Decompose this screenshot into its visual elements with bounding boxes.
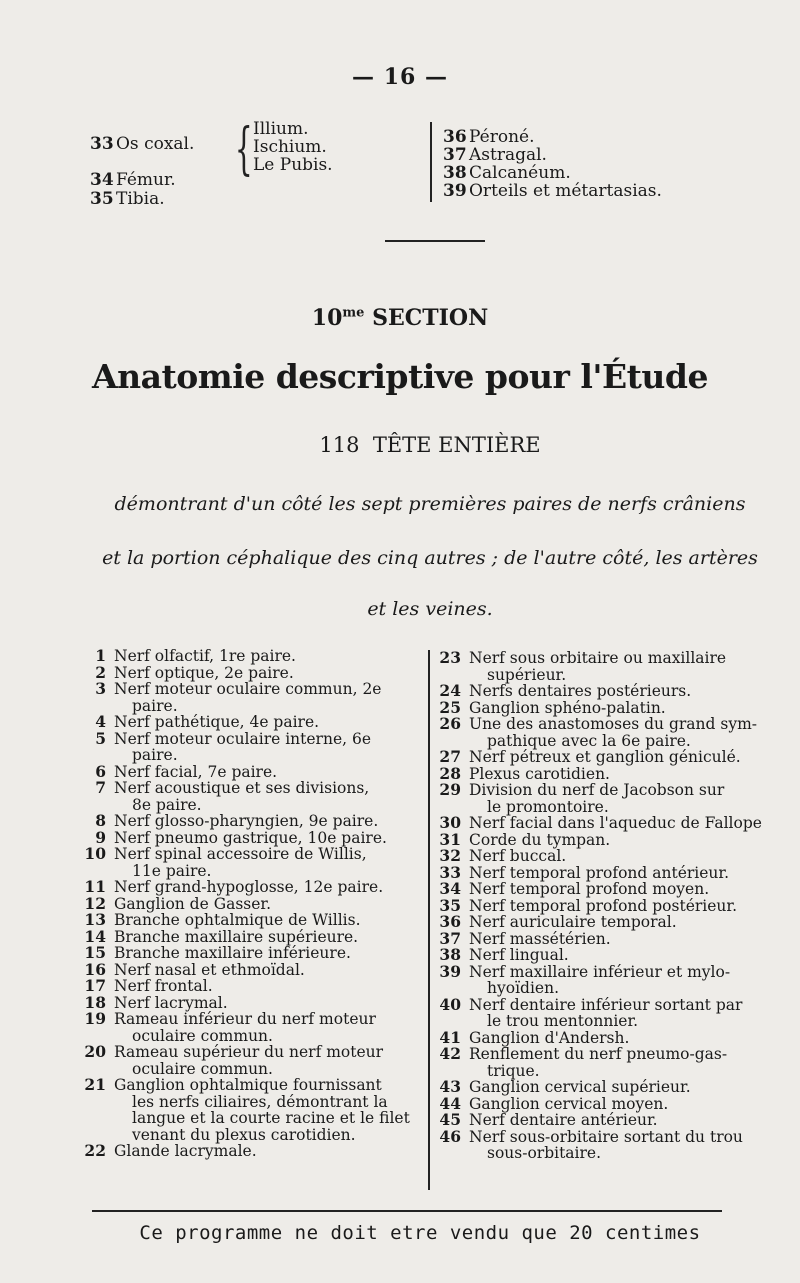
brace-symbol: { xyxy=(234,117,253,182)
list-item xyxy=(435,683,790,700)
entry-number: 15 xyxy=(84,943,106,962)
list-item xyxy=(80,648,420,665)
short-divider xyxy=(385,240,485,242)
list-item xyxy=(435,650,790,683)
list-item xyxy=(80,926,420,946)
list-item xyxy=(80,761,420,781)
description-line: et les veines. xyxy=(367,598,493,620)
entry-text: Nerf temporal profond moyen. xyxy=(469,880,710,898)
entry-number: 24 xyxy=(439,681,461,700)
page-number: — 16 — xyxy=(352,64,448,90)
description-line: démontrant d'un côté les sept premières paires de nerfs crâniens xyxy=(114,493,746,515)
list-item: Illium. xyxy=(253,119,309,139)
entry-number: 10 xyxy=(84,844,106,863)
list-item xyxy=(80,681,420,714)
entry-text: Glande lacrymale. xyxy=(114,1142,257,1160)
list-item xyxy=(80,912,420,929)
entry-text: Nerf acoustique et ses divisions, 8e paire. xyxy=(114,779,370,814)
entry-number: 2 xyxy=(95,662,106,682)
entry-number: 13 xyxy=(84,910,106,929)
list-item xyxy=(435,1093,790,1113)
list-item xyxy=(80,813,420,830)
entry-text: Nerf auriculaire temporal. xyxy=(469,913,677,931)
entry-text: Nerf buccal. xyxy=(469,847,567,865)
entry-text: Branche maxillaire inférieure. xyxy=(114,944,351,962)
entries-right-column xyxy=(435,650,790,1162)
entry-number: 38 xyxy=(439,945,461,964)
entry-number: 35 xyxy=(439,895,461,915)
entry-text: Nerf lacrymal. xyxy=(114,993,228,1012)
list-item xyxy=(435,961,790,997)
entry-number: 6 xyxy=(95,761,106,781)
list-item xyxy=(80,827,420,847)
entry-text: Nerf pneumo gastrique, 10e paire. xyxy=(114,828,387,847)
list-item: 34 Fémur. xyxy=(90,170,176,190)
list-item xyxy=(435,1027,790,1047)
entry-text: Nerf spinal accessoire de Willis, 11e paire. xyxy=(114,845,367,880)
list-item xyxy=(80,1044,420,1077)
entry-text: Nerf maxillaire inférieur et mylo- hyoïdien. xyxy=(469,962,731,997)
list-item xyxy=(80,959,420,979)
list-item xyxy=(80,893,420,913)
list-item: 35 Tibia. xyxy=(90,189,165,209)
entry-number: 39 xyxy=(439,961,461,981)
entry-number: 32 xyxy=(439,846,461,865)
section-heading: $10^{me}$ SECTION xyxy=(311,305,489,331)
list-item xyxy=(80,714,420,731)
entry-text: Nerf sous-orbitaire sortant du trou sous-orbitaire. xyxy=(469,1127,743,1162)
list-item xyxy=(435,716,790,749)
entry-number: 44 xyxy=(439,1093,461,1113)
list-item xyxy=(435,763,790,783)
entry-text: Rameau inférieur du nerf moteur oculaire commun. xyxy=(114,1010,376,1045)
entry-number: 16 xyxy=(84,959,106,979)
entry-number: 23 xyxy=(439,648,461,667)
column-divider xyxy=(428,650,430,1190)
entry-number: 8 xyxy=(95,811,106,830)
entry-text: Ganglion de Gasser. xyxy=(114,894,272,913)
entry-number: 31 xyxy=(439,829,461,849)
entry-text: Ganglion cervical moyen. xyxy=(469,1094,669,1113)
entry-number: 43 xyxy=(439,1077,461,1096)
entry-text: Division du nerf de Jacobson sur le promontoire. xyxy=(469,781,725,816)
entry-text: Branche ophtalmique de Willis. xyxy=(114,911,361,929)
entry-number: 29 xyxy=(439,780,461,799)
list-item xyxy=(435,697,790,717)
entry-text: Ganglion ophtalmique fournissant les nerfs ciliaires, démontrant la langue et la courte racine et le filet venant du plexus carotidien. xyxy=(114,1076,410,1144)
entry-text: Plexus carotidien. xyxy=(469,764,610,783)
entry-number: 42 xyxy=(439,1044,461,1063)
list-item: 37 Astragal. xyxy=(443,145,547,165)
entry-text: Nerf massétérien. xyxy=(469,929,611,948)
entry-number: 46 xyxy=(439,1126,461,1146)
entry-text: Nerf nasal et ethmoïdal. xyxy=(114,960,305,979)
entry-text: Nerf facial, 7e paire. xyxy=(114,762,278,781)
entry-number: 4 xyxy=(95,712,106,731)
entry-text: Nerf pétreux et ganglion géniculé. xyxy=(469,748,741,766)
entry-number: 9 xyxy=(95,827,106,847)
list-item xyxy=(80,846,420,879)
entry-text: Nerf frontal. xyxy=(114,977,213,995)
entry-text: Nerf pathétique, 4e paire. xyxy=(114,713,320,731)
entry-text: Nerf lingual. xyxy=(469,946,569,964)
entry-text: Ganglion cervical supérieur. xyxy=(469,1078,691,1096)
list-item xyxy=(80,1077,420,1143)
list-item xyxy=(80,1011,420,1044)
list-item xyxy=(80,945,420,962)
column-divider xyxy=(430,122,432,202)
list-item xyxy=(435,1112,790,1129)
list-item xyxy=(435,848,790,865)
entry-number: 37 xyxy=(439,928,461,948)
entry-text: Nerf olfactif, 1re paire. xyxy=(114,647,296,665)
entry-number: 34 xyxy=(439,879,461,898)
description-line: et la portion céphalique des cinq autres ; de l'autre côté, les artères xyxy=(102,547,758,569)
list-item: 39 Orteils et métartasias. xyxy=(443,181,662,201)
entry-number: 1 xyxy=(95,646,106,665)
list-item xyxy=(435,914,790,931)
entry-text: Ganglion d'Andersh. xyxy=(469,1028,630,1047)
list-item xyxy=(435,947,790,964)
entry-text: Nerf moteur oculaire commun, 2e paire. xyxy=(114,680,382,715)
entry-number: 40 xyxy=(439,994,461,1014)
entry-number: 33 xyxy=(439,862,461,882)
entry-text: Une des anastomoses du grand sym- pathique avec la 6e paire. xyxy=(469,715,758,750)
entry-number: 45 xyxy=(439,1110,461,1129)
list-item xyxy=(435,782,790,815)
entry-number: 11 xyxy=(84,877,106,896)
list-item: 33 Os coxal. xyxy=(90,134,195,154)
bottom-divider xyxy=(92,1210,722,1212)
list-item xyxy=(80,728,420,764)
entry-number: 25 xyxy=(439,697,461,717)
entry-text: Renflement du nerf pneumo-gas- trique. xyxy=(469,1045,728,1080)
entry-text: Nerf optique, 2e paire. xyxy=(114,663,294,682)
list-item xyxy=(435,895,790,915)
entry-text: Nerf grand-hypoglosse, 12e paire. xyxy=(114,878,384,896)
entry-text: Nerf temporal profond antérieur. xyxy=(469,863,730,882)
entry-number: 14 xyxy=(84,926,106,946)
entry-number: 12 xyxy=(84,893,106,913)
entry-number: 26 xyxy=(439,714,461,733)
list-item: Ischium. xyxy=(253,137,327,157)
list-item xyxy=(435,829,790,849)
item-title: 118 TÊTE ENTIÈRE xyxy=(319,433,541,457)
list-item xyxy=(435,862,790,882)
list-item xyxy=(80,992,420,1012)
entry-text: Branche maxillaire supérieure. xyxy=(114,927,359,946)
entry-text: Nerf dentaire inférieur sortant par le trou mentonnier. xyxy=(469,995,743,1030)
entry-text: Corde du tympan. xyxy=(469,830,611,849)
entry-number: 5 xyxy=(95,728,106,748)
list-item: 38 Calcanéum. xyxy=(443,163,571,183)
entry-text: Nerfs dentaires postérieurs. xyxy=(469,682,692,700)
entry-text: Nerf sous orbitaire ou maxillaire supérieur. xyxy=(469,649,727,684)
entry-number: 22 xyxy=(84,1141,106,1160)
entry-number: 7 xyxy=(95,778,106,797)
entry-number: 17 xyxy=(84,976,106,995)
entries-left-column xyxy=(80,648,420,1160)
entry-text: Nerf glosso-pharyngien, 9e paire. xyxy=(114,812,379,830)
entry-number: 28 xyxy=(439,763,461,783)
list-item xyxy=(435,881,790,898)
list-item xyxy=(435,994,790,1030)
price-notice: Ce programme ne doit etre vendu que 20 centimes xyxy=(139,1222,701,1244)
list-item xyxy=(80,780,420,813)
list-item xyxy=(435,1126,790,1162)
list-item xyxy=(435,749,790,766)
entry-number: 41 xyxy=(439,1027,461,1047)
list-item xyxy=(80,879,420,896)
entry-text: Nerf temporal profond postérieur. xyxy=(469,896,738,915)
list-item xyxy=(435,1046,790,1079)
main-title: Anatomie descriptive pour l'Étude xyxy=(92,357,708,396)
list-item xyxy=(435,1079,790,1096)
entry-number: 27 xyxy=(439,747,461,766)
entry-number: 36 xyxy=(439,912,461,931)
list-item xyxy=(80,662,420,682)
entry-number: 20 xyxy=(84,1042,106,1061)
list-item xyxy=(435,815,790,832)
entry-number: 3 xyxy=(95,679,106,698)
list-item: 36 Péroné. xyxy=(443,127,535,147)
entry-number: 21 xyxy=(84,1075,106,1094)
entry-text: Nerf dentaire antérieur. xyxy=(469,1111,658,1129)
entry-text: Ganglion sphéno-palatin. xyxy=(469,698,666,717)
list-item: Le Pubis. xyxy=(253,155,333,175)
list-item xyxy=(80,978,420,995)
entry-number: 19 xyxy=(84,1009,106,1028)
list-item xyxy=(80,1143,420,1160)
entry-text: Rameau supérieur du nerf moteur oculaire commun. xyxy=(114,1043,384,1078)
entry-text: Nerf facial dans l'aqueduc de Fallope xyxy=(469,814,762,832)
list-item xyxy=(435,928,790,948)
entry-text: Nerf moteur oculaire interne, 6e paire. xyxy=(114,729,372,764)
entry-number: 18 xyxy=(84,992,106,1012)
entry-number: 30 xyxy=(439,813,461,832)
